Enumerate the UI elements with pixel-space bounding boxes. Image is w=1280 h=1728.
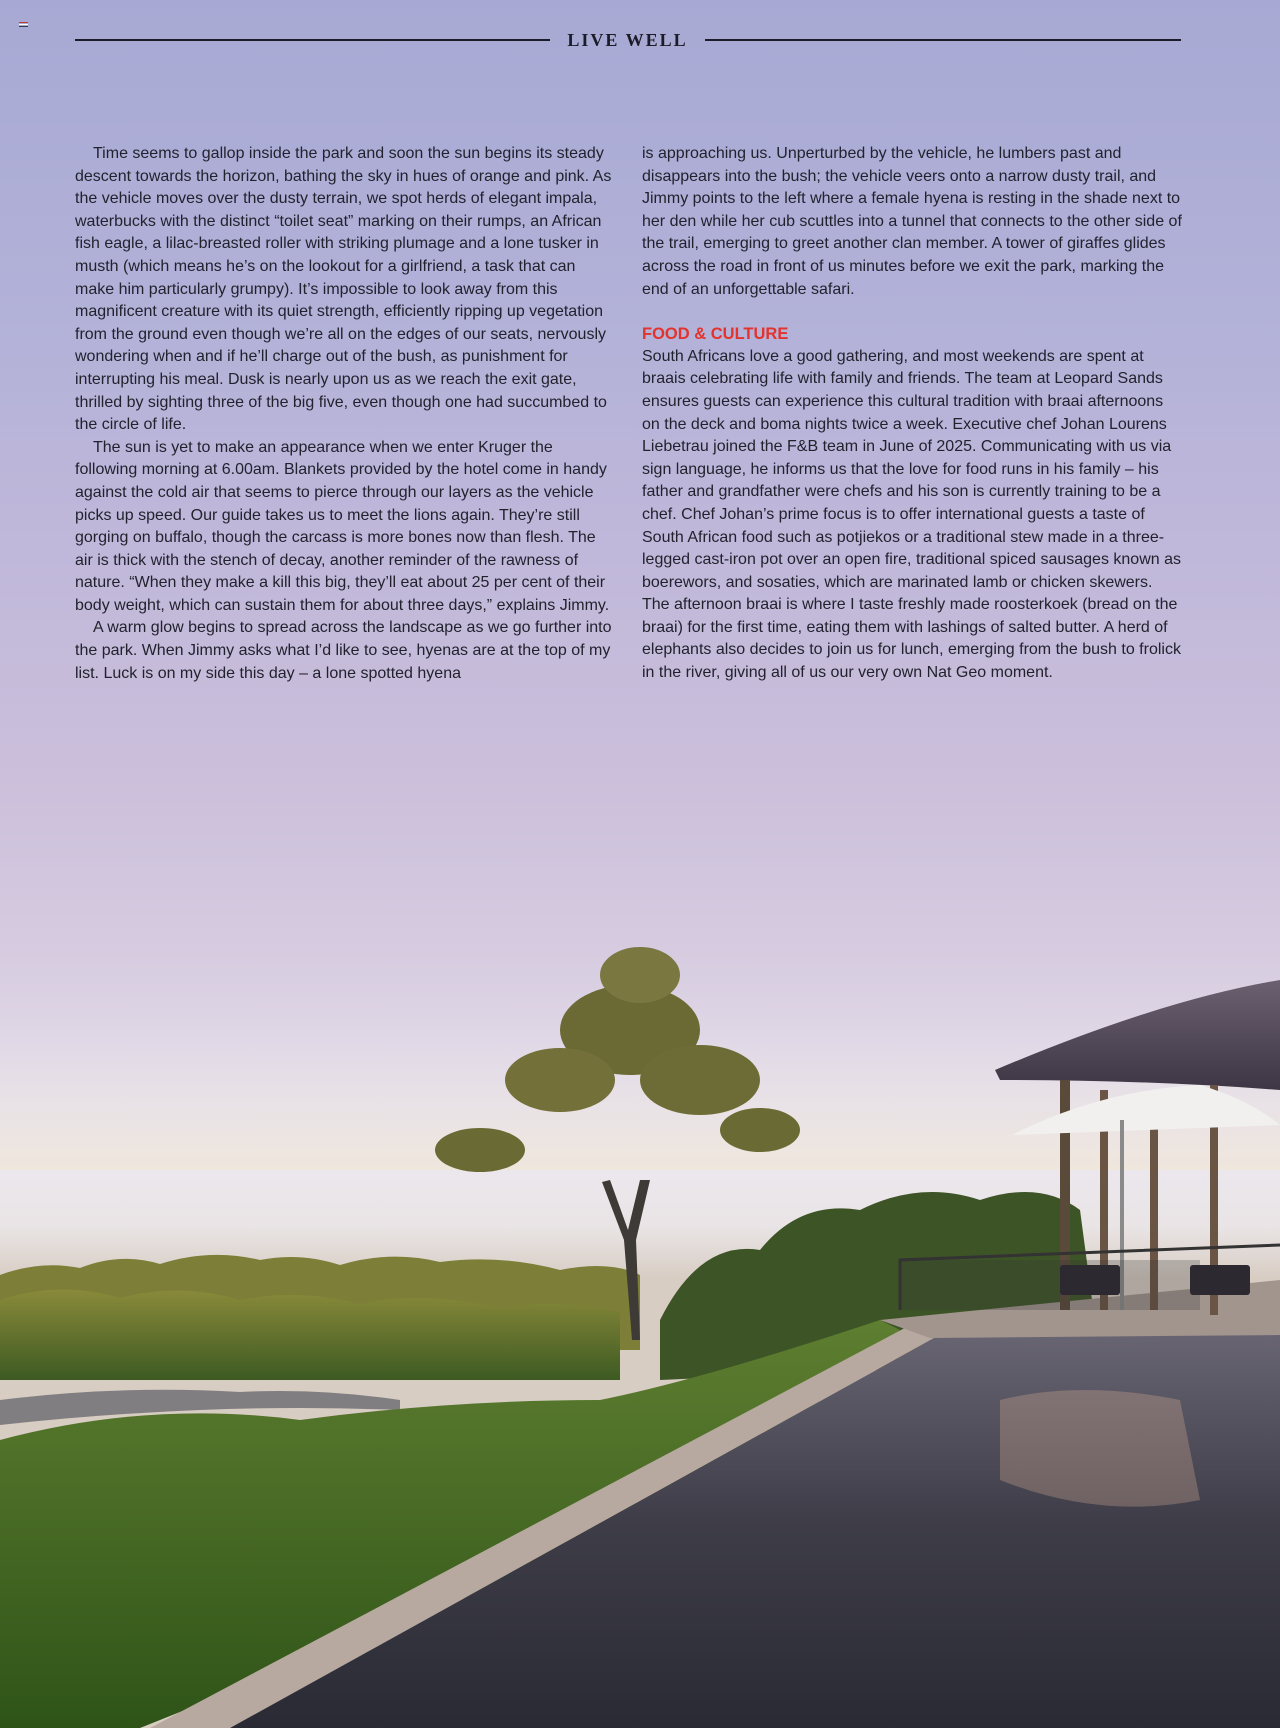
section-header bbox=[75, 30, 1181, 50]
corner-mark bbox=[19, 22, 28, 27]
lounge-chair bbox=[1060, 1265, 1120, 1295]
header-rule-right bbox=[705, 39, 1181, 41]
article-paragraph: A warm glow begins to spread across the landscape as we go further into the park. When Jimmy asks what I’d like to see, hyenas are at the top of my list. Luck is on my side this day – a lone spotted hyena bbox=[75, 619, 612, 682]
article-column-left bbox=[75, 143, 613, 685]
article-column-right bbox=[642, 143, 1182, 685]
article-paragraph: South Africans love a good gathering, and most weekends are spent at braais celebrating life with family and friends. The team at Leopard Sands ensures guests can experience this cultural tradition with braai afternoons on the deck and boma nights twice a week. Executive chef Johan Lourens Liebetrau joined the F&B team in June of 2025. Communicating with us via sign language, he informs us that the love for food runs in his family – his father and grandfather were chefs and his son is currently training to be a chef. Chef Johan’s prime focus is to offer international guests a taste of South African food such as potjiekos or a traditional stew made in a three-legged cast-iron pot over an open fire, traditional spiced sausages known as boerewors, and sosaties, which are marinated lamb or chicken skewers. The afternoon braai is where I taste freshly made roosterkoek (bread on the braai) for the first time, eating them with lashings of salted butter. A herd of elephants also decides to join us for lunch, emerging from the bush to frolick in the river, giving all of us our very own Nat Geo moment. bbox=[642, 347, 1181, 682]
article-paragraph: The sun is yet to make an appearance when we enter Kruger the following morning at 6.00am. Blankets provided by the hotel come in handy against the cold air that seems to pierce through our layers as the vehicle picks up speed. Our guide takes us to meet the lions again. They’re still gorging on buffalo, though the carcass is more bones now than flesh. The air is thick with the stench of decay, another reminder of the rawness of nature. “When they make a kill this big, they’ll eat about 25 per cent of their body weight, which can sustain them for about three days,” explains Jimmy. bbox=[75, 438, 610, 614]
section-title: LIVE WELL bbox=[567, 30, 688, 50]
article-paragraph-continued: is approaching us. Unperturbed by the vehicle, he lumbers past and disappears into the bush; the vehicle veers onto a narrow dusty trail, and Jimmy points to the left where a female hyena is resting in the shade next to her den while her cub scuttles into a tunnel that connects to the other side of the trail, emerging to greet another clan member. A tower of giraffes glides across the road in front of us minutes before we exit the park, marking the end of an unforgettable safari. bbox=[642, 145, 1182, 298]
safari-lodge-photo bbox=[0, 880, 1280, 1728]
subhead-food-culture: FOOD & CULTURE bbox=[642, 325, 789, 344]
article-paragraph: Time seems to gallop inside the park and soon the sun begins its steady descent towards the horizon, bathing the sky in hues of orange and pink. As the vehicle moves over the dusty terrain, we spot herds of elegant impala, waterbucks with the distinct “toilet seat” marking on their rumps, an African fish eagle, a lilac-breasted roller with striking plumage and a lone tusker in musth (which means he’s on the lookout for a girlfriend, a task that can make him particularly grumpy). It’s impossible to look away from this magnificent creature with its quiet strength, efficiently ripping up vegetation from the ground even though we’re all on the edges of our seats, nervously wondering when and if he’ll charge out of the bush, as punishment for interrupting his meal. Dusk is nearly upon us as we reach the exit gate, thrilled by sighting three of the big five, even though one had succumbed to the circle of life. bbox=[75, 145, 612, 434]
header-rule-left bbox=[75, 39, 550, 41]
